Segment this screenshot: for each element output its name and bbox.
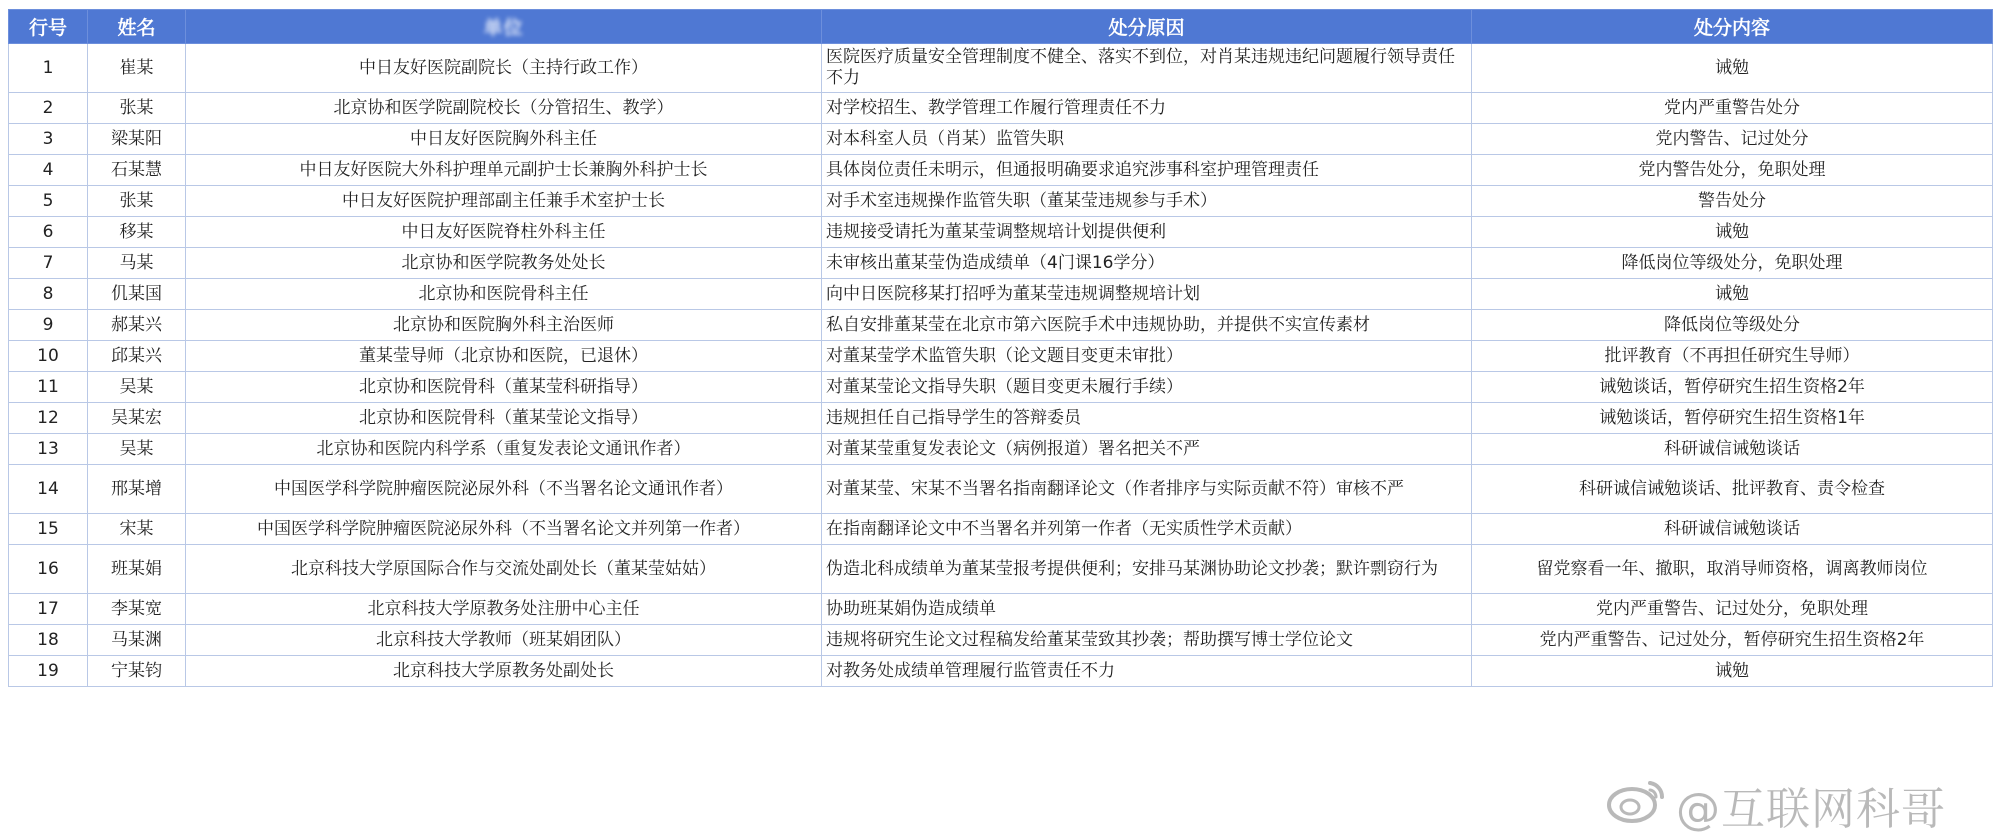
reason-cell: 向中日医院移某打招呼为董某莹违规调整规培计划 [822, 279, 1472, 310]
row-number-cell: 8 [9, 279, 88, 310]
unit-cell: 北京科技大学教师（班某娟团队） [186, 625, 822, 656]
unit-cell: 北京协和医院胸外科主治医师 [186, 310, 822, 341]
row-number-cell: 7 [9, 248, 88, 279]
unit-cell: 北京科技大学原教务处注册中心主任 [186, 594, 822, 625]
table-row [9, 217, 1993, 248]
table-row [9, 310, 1993, 341]
unit-cell: 中日友好医院胸外科主任 [186, 124, 822, 155]
name-cell: 吴某 [88, 372, 186, 403]
penalty-cell: 科研诚信诫勉谈话、批评教育、责令检查 [1472, 465, 1993, 514]
row-number-cell: 9 [9, 310, 88, 341]
row-number-cell: 5 [9, 186, 88, 217]
name-cell: 宁某钧 [88, 656, 186, 687]
penalty-cell: 降低岗位等级处分 [1472, 310, 1993, 341]
penalty-cell: 诫勉 [1472, 656, 1993, 687]
unit-cell: 北京协和医院骨科（董某莹论文指导） [186, 403, 822, 434]
reason-cell: 对教务处成绩单管理履行监管责任不力 [822, 656, 1472, 687]
unit-cell: 中国医学科学院肿瘤医院泌尿外科（不当署名论文并列第一作者） [186, 514, 822, 545]
penalty-cell: 降低岗位等级处分，免职处理 [1472, 248, 1993, 279]
name-cell: 仉某国 [88, 279, 186, 310]
reason-cell: 具体岗位责任未明示，但通报明确要求追究涉事科室护理管理责任 [822, 155, 1472, 186]
reason-cell: 对董某莹论文指导失职（题目变更未履行手续） [822, 372, 1472, 403]
unit-cell: 中日友好医院脊柱外科主任 [186, 217, 822, 248]
row-number-cell: 17 [9, 594, 88, 625]
penalty-cell: 诫勉谈话，暂停研究生招生资格1年 [1472, 403, 1993, 434]
penalty-cell: 诫勉 [1472, 44, 1993, 93]
row-number-cell: 1 [9, 44, 88, 93]
table-row [9, 514, 1993, 545]
penalty-cell: 科研诚信诫勉谈话 [1472, 434, 1993, 465]
penalty-cell: 批评教育（不再担任研究生导师） [1472, 341, 1993, 372]
table-body [9, 44, 1993, 687]
name-cell: 马某 [88, 248, 186, 279]
reason-cell: 违规接受请托为董某莹调整规培计划提供便利 [822, 217, 1472, 248]
watermark [1606, 769, 1996, 835]
table-row [9, 279, 1993, 310]
penalty-cell: 诫勉 [1472, 217, 1993, 248]
unit-cell: 北京协和医院骨科（董某莹科研指导） [186, 372, 822, 403]
reason-cell: 对本科室人员（肖某）监管失职 [822, 124, 1472, 155]
row-number-cell: 12 [9, 403, 88, 434]
reason-cell: 违规将研究生论文过程稿发给董某莹致其抄袭；帮助撰写博士学位论文 [822, 625, 1472, 656]
row-number-cell: 11 [9, 372, 88, 403]
reason-cell: 违规担任自己指导学生的答辩委员 [822, 403, 1472, 434]
unit-cell: 中日友好医院副院长（主持行政工作） [186, 44, 822, 93]
penalty-cell: 诫勉 [1472, 279, 1993, 310]
row-number-cell: 3 [9, 124, 88, 155]
table-row [9, 403, 1993, 434]
penalty-cell: 党内严重警告处分 [1472, 93, 1993, 124]
name-cell: 邱某兴 [88, 341, 186, 372]
reason-cell: 对董某莹学术监管失职（论文题目变更未审批） [822, 341, 1472, 372]
reason-cell: 对董某莹、宋某不当署名指南翻译论文（作者排序与实际贡献不符）审核不严 [822, 465, 1472, 514]
row-number-cell: 10 [9, 341, 88, 372]
name-cell: 宋某 [88, 514, 186, 545]
row-number-cell: 19 [9, 656, 88, 687]
table-row [9, 372, 1993, 403]
table-header-row [9, 10, 1993, 44]
name-cell: 吴某 [88, 434, 186, 465]
penalty-cell: 党内严重警告、记过处分，免职处理 [1472, 594, 1993, 625]
row-number-cell: 6 [9, 217, 88, 248]
table-row [9, 44, 1993, 93]
watermark-text: @互联网科哥 [1676, 784, 1946, 835]
reason-cell: 医院医疗质量安全管理制度不健全、落实不到位，对肖某违规违纪问题履行领导责任不力 [822, 44, 1472, 93]
header-row-number: 行号 [9, 10, 88, 44]
row-number-cell: 2 [9, 93, 88, 124]
unit-cell: 北京协和医院骨科主任 [186, 279, 822, 310]
name-cell: 梁某阳 [88, 124, 186, 155]
penalty-cell: 党内警告、记过处分 [1472, 124, 1993, 155]
name-cell: 郝某兴 [88, 310, 186, 341]
penalty-cell: 科研诚信诫勉谈话 [1472, 514, 1993, 545]
name-cell: 崔某 [88, 44, 186, 93]
reason-cell: 协助班某娟伪造成绩单 [822, 594, 1472, 625]
table-row [9, 155, 1993, 186]
reason-cell: 对手术室违规操作监管失职（董某莹违规参与手术） [822, 186, 1472, 217]
table-row [9, 248, 1993, 279]
row-number-cell: 15 [9, 514, 88, 545]
table-row [9, 341, 1993, 372]
name-cell: 张某 [88, 93, 186, 124]
header-name: 姓名 [88, 10, 186, 44]
unit-cell: 北京协和医学院教务处处长 [186, 248, 822, 279]
table-row [9, 545, 1993, 594]
penalty-cell: 党内警告处分，免职处理 [1472, 155, 1993, 186]
unit-cell: 中日友好医院大外科护理单元副护士长兼胸外科护士长 [186, 155, 822, 186]
table-row [9, 465, 1993, 514]
table-row [9, 124, 1993, 155]
penalty-cell: 党内严重警告、记过处分，暂停研究生招生资格2年 [1472, 625, 1993, 656]
reason-cell: 对学校招生、教学管理工作履行管理责任不力 [822, 93, 1472, 124]
weibo-logo-icon [1606, 775, 1668, 825]
unit-cell: 中日友好医院护理部副主任兼手术室护士长 [186, 186, 822, 217]
reason-cell: 未审核出董某莹伪造成绩单（4门课16学分） [822, 248, 1472, 279]
name-cell: 马某渊 [88, 625, 186, 656]
table-row [9, 625, 1993, 656]
unit-cell: 北京协和医学院副院校长（分管招生、教学） [186, 93, 822, 124]
row-number-cell: 16 [9, 545, 88, 594]
table-row [9, 594, 1993, 625]
table-row [9, 186, 1993, 217]
name-cell: 移某 [88, 217, 186, 248]
reason-cell: 私自安排董某莹在北京市第六医院手术中违规协助，并提供不实宣传素材 [822, 310, 1472, 341]
row-number-cell: 18 [9, 625, 88, 656]
reason-cell: 在指南翻译论文中不当署名并列第一作者（无实质性学术贡献） [822, 514, 1472, 545]
table-row [9, 656, 1993, 687]
unit-cell: 董某莹导师（北京协和医院，已退休） [186, 341, 822, 372]
row-number-cell: 4 [9, 155, 88, 186]
reason-cell: 对董某莹重复发表论文（病例报道）署名把关不严 [822, 434, 1472, 465]
header-unit-label: 单位 [483, 17, 524, 39]
row-number-cell: 14 [9, 465, 88, 514]
unit-cell: 北京科技大学原国际合作与交流处副处长（董某莹姑姑） [186, 545, 822, 594]
header-reason: 处分原因 [822, 10, 1472, 44]
name-cell: 邢某增 [88, 465, 186, 514]
unit-cell: 中国医学科学院肿瘤医院泌尿外科（不当署名论文通讯作者） [186, 465, 822, 514]
name-cell: 吴某宏 [88, 403, 186, 434]
name-cell: 张某 [88, 186, 186, 217]
name-cell: 石某慧 [88, 155, 186, 186]
table-row [9, 434, 1993, 465]
reason-cell: 伪造北科成绩单为董某莹报考提供便利；安排马某渊协助论文抄袭；默许剽窃行为 [822, 545, 1472, 594]
unit-cell: 北京科技大学原教务处副处长 [186, 656, 822, 687]
penalty-cell: 诫勉谈话，暂停研究生招生资格2年 [1472, 372, 1993, 403]
header-unit [186, 10, 822, 44]
header-penalty: 处分内容 [1472, 10, 1993, 44]
penalty-cell: 警告处分 [1472, 186, 1993, 217]
row-number-cell: 13 [9, 434, 88, 465]
table-row [9, 93, 1993, 124]
discipline-table [8, 9, 1993, 687]
unit-cell: 北京协和医院内科学系（重复发表论文通讯作者） [186, 434, 822, 465]
name-cell: 班某娟 [88, 545, 186, 594]
penalty-cell: 留党察看一年、撤职，取消导师资格，调离教师岗位 [1472, 545, 1993, 594]
name-cell: 李某宽 [88, 594, 186, 625]
